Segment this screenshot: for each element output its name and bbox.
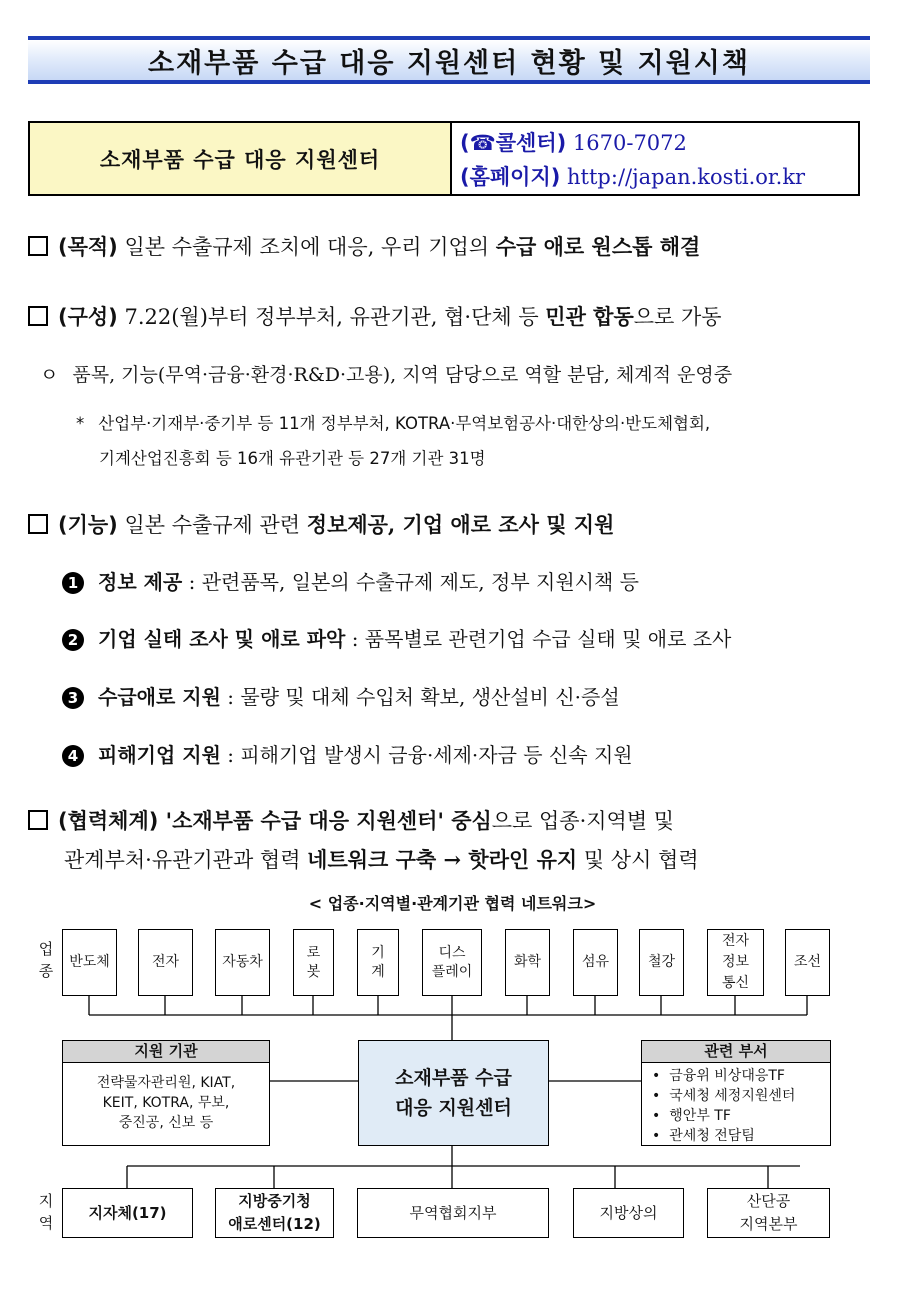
industry-label-text: 전자 (151, 954, 180, 970)
diagram-caption: < 업종·지역별·관계기관 협력 네트워크> (308, 894, 597, 913)
region-box (573, 1188, 684, 1238)
number-4-icon: 4 (62, 745, 84, 767)
support-org-box (62, 1040, 270, 1146)
region-box (707, 1188, 830, 1238)
purpose-head: (목적) (58, 235, 118, 259)
industry-box (215, 929, 270, 996)
region-label-text: 지자체(17) (88, 1203, 167, 1222)
function-item-desc: : 물량 및 대체 수입처 확보, 생산설비 신·증설 (220, 685, 620, 709)
purpose-text: 일본 수출규제 조치에 대응, 우리 기업의 (117, 235, 496, 259)
composition-text2: 으로 가동 (633, 305, 722, 329)
industry-box (293, 929, 334, 996)
cooperation-bold2: 네트워크 구축 → 핫라인 유지 (307, 847, 578, 872)
region-label-text: 무역협회지부 (409, 1203, 497, 1222)
region-box (215, 1188, 334, 1238)
region-label-text: 지방중기청 애로센터(12) (228, 1192, 321, 1233)
region-label-char: 지 (38, 1192, 54, 1210)
function-item-desc: : 품목별로 관련기업 수급 실태 및 애로 조사 (345, 627, 732, 651)
industry-label-text: 기 계 (371, 944, 385, 980)
homepage-label: (홈페이지) (460, 164, 561, 189)
industry-box (422, 929, 482, 996)
cooperation-text1: 으로 업종·지역별 및 (491, 809, 675, 833)
cooperation-text2: 관계부처·유관기관과 협력 (64, 848, 308, 872)
industry-label-text: 자동차 (222, 954, 263, 970)
industry-label-text: 섬유 (581, 954, 610, 970)
industry-label-text: 철강 (647, 954, 676, 970)
composition-text: 7.22(월)부터 정부부처, 유관기관, 협·단체 등 (117, 305, 546, 329)
industry-box (62, 929, 117, 996)
related-dept-list (642, 1063, 830, 1146)
note-text-1: 산업부·기재부·중기부 등 11개 정부부처, KOTRA·무역보험공사·대한상의·반도체협회, (98, 414, 711, 433)
function-item-desc: : 관련품목, 일본의 수출규제 제도, 정부 지원시책 등 (182, 570, 639, 594)
related-dept-head: 관련 부서 (642, 1041, 830, 1063)
region-box (62, 1188, 193, 1238)
note-mark: * (76, 414, 85, 433)
industry-label-char: 업 (38, 940, 54, 958)
industry-box (505, 929, 550, 996)
center-box (358, 1040, 549, 1146)
industry-label-text: 조선 (793, 954, 822, 970)
number-2-icon: 2 (62, 629, 84, 651)
purpose-bold: 수급 애로 원스톱 해결 (495, 234, 701, 259)
function-bold: 정보제공, 기업 애로 조사 및 지원 (306, 512, 615, 537)
composition-bold: 민관 합동 (545, 304, 634, 329)
composition-sub-text: 품목, 기능(무역·금융·환경·R&D·고용), 지역 담당으로 역할 분담, 체계적 운영중 (72, 364, 733, 386)
function-head: (기능) (58, 513, 118, 537)
function-text: 일본 수출규제 관련 (117, 513, 307, 537)
industry-label-char: 종 (38, 962, 54, 980)
region-label-text: 지방상의 (599, 1203, 658, 1222)
center-name: 소재부품 수급 대응 지원센터 (30, 123, 452, 194)
industry-label (38, 938, 54, 982)
industry-label-text: 로 봇 (306, 944, 321, 980)
industry-box (357, 929, 399, 996)
region-box (357, 1188, 549, 1238)
function-item-title: 수급애로 지원 (98, 685, 221, 709)
region-label-text: 산단공 지역본부 (739, 1192, 798, 1233)
cooperation-head: (협력체계) (58, 809, 159, 833)
industry-box (573, 929, 618, 996)
industry-box (707, 929, 764, 996)
industry-box (785, 929, 830, 996)
related-dept-item: • 관세청 전담팀 (652, 1128, 755, 1144)
cooperation-bold1: '소재부품 수급 대응 지원센터' 중심 (158, 808, 492, 833)
number-3-icon: 3 (62, 687, 84, 709)
industry-label-text: 디스 플레이 (431, 944, 473, 980)
related-dept-item: • 금융위 비상대응TF (652, 1068, 785, 1084)
function-item-title: 기업 실태 조사 및 애로 파악 (98, 627, 346, 651)
related-dept-box (641, 1040, 831, 1146)
function-item-title: 정보 제공 (98, 570, 183, 594)
region-label (38, 1190, 54, 1234)
industry-label-text: 전자 정보 통신 (721, 933, 750, 991)
support-org-body: 전략물자관리원, KIAT, KEIT, KOTRA, 무보, 중진공, 신보 등 (96, 1075, 236, 1131)
industry-label-text: 화학 (513, 954, 542, 970)
composition-head: (구성) (58, 305, 118, 329)
sub-bullet: ㅇ (40, 364, 59, 386)
region-label-char: 역 (38, 1214, 54, 1232)
industry-box (639, 929, 684, 996)
call-center-number: 1670-7072 (572, 130, 687, 155)
related-dept-item: • 국세청 세정지원센터 (652, 1088, 796, 1104)
call-center-label: (☎콜센터) (460, 130, 567, 155)
cooperation-text3: 및 상시 협력 (577, 848, 699, 872)
number-1-icon: 1 (62, 572, 84, 594)
support-org-head: 지원 기관 (63, 1041, 269, 1063)
homepage-url[interactable]: http://japan.kosti.or.kr (567, 164, 806, 189)
industry-box (138, 929, 193, 996)
function-item-title: 피해기업 지원 (98, 743, 221, 767)
function-item-desc: : 피해기업 발생시 금융·세제·자금 등 신속 지원 (220, 743, 633, 767)
page-title: 소재부품 수급 대응 지원센터 현황 및 지원시책 (148, 47, 750, 79)
related-dept-item: • 행안부 TF (652, 1108, 731, 1124)
center-box-label: 소재부품 수급 대응 지원센터 (395, 1067, 512, 1119)
industry-label-text: 반도체 (69, 954, 110, 970)
composition-note-line2: 기계산업진흥회 등 16개 유관기관 등 27개 기관 31명 (99, 449, 486, 468)
